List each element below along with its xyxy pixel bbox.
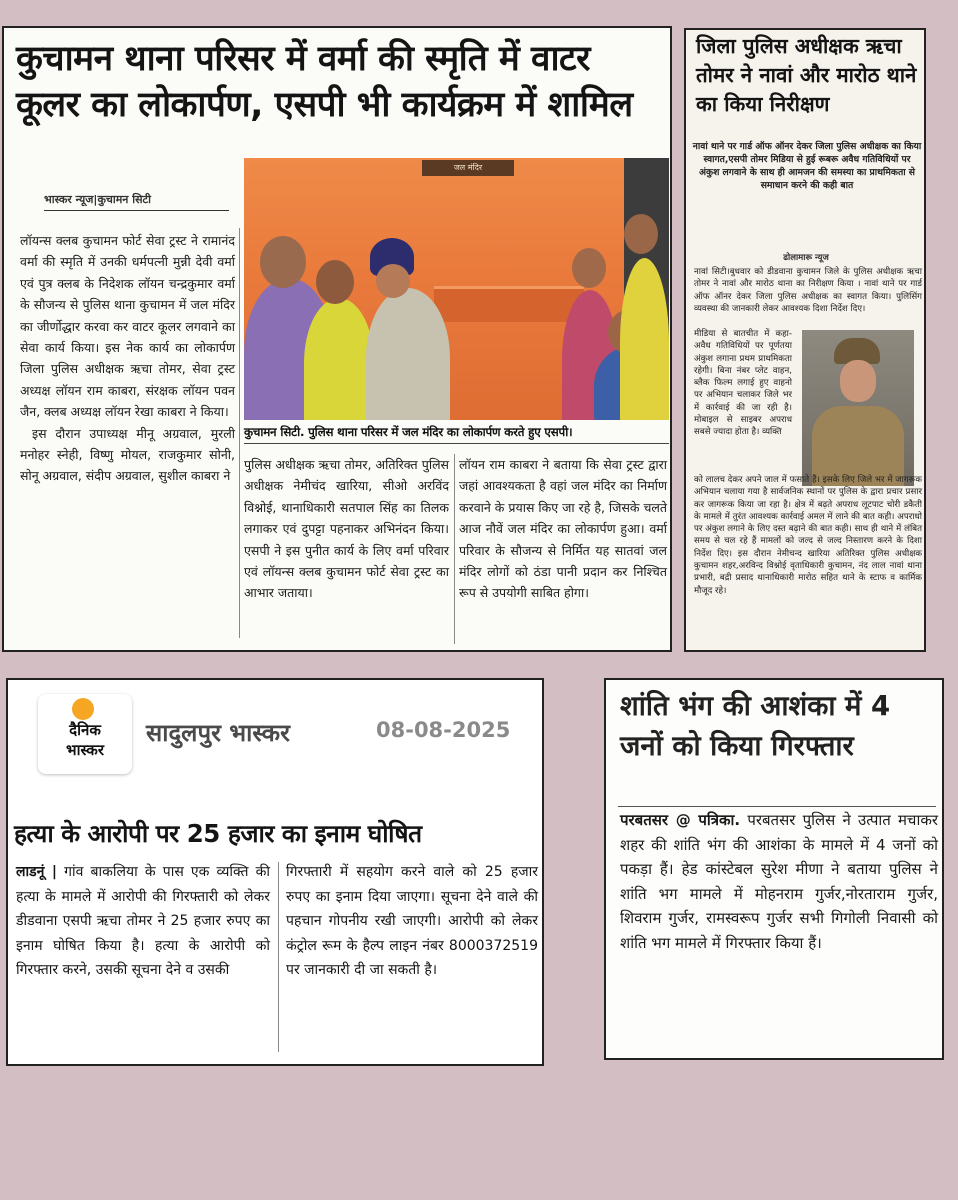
photo-water-cooler — [434, 286, 584, 322]
clip3-date: 08-08-2025 — [376, 718, 511, 742]
photo-person-4-head — [572, 248, 606, 288]
clip2-body-left: मीडिया से बातचीत में कहा- अवैध गतिविधियों पर पूर्णतया अंकुश लगाना प्रथम प्राथमिकता रहेगी। बिना नंबर प्लेट वाहन, ब्लैक फिल्म लगाई हुए वाहनो पर अभियान चलाकर जिले भर में कार्रवाई की जा रही है। मोबाइल से साइबर अपराध सबसे ज्यादा होता है। व्यक्ति — [694, 329, 792, 438]
news-clipping-arrest — [604, 678, 944, 1060]
clip4-headline: शांति भंग की आशंका में 4 जनों को किया गिरफ्तार — [620, 690, 891, 762]
clip1-column-2: पुलिस अधीक्षक ऋचा तोमर, अतिरिक्त पुलिस अधीक्षक नेमीचंद खारिया, सीओ अरविंद विश्नोई, थानाधिकारी सतपाल सिंह का तिलक लगाकर एवं दुपट्टा पहनाकर अभिनंदन किया। एसपी ने इस पुनीत कार्य के लिए वर्मा परिवार एवं लॉयन्स क्लब कुचामन फोर्ट सेवा ट्रस्ट का आभार जताया। — [244, 457, 449, 601]
photo-person-2 — [304, 298, 374, 420]
clip3-column-1-text: गांव बाकलिया के पास एक व्यक्ति की हत्या के मामले में आरोपी की गिरफ्तारी को लेकर डीडवाना एसपी ऋचा तोमर ने 25 हजार रुपए का इनाम घोषित किया है। हत्या के आरोपी को गिरफ्तार करने, उसकी सूचना देने व उसकी — [16, 864, 270, 978]
clip1-column-1 — [20, 230, 235, 487]
clip2-deck: नावां थाने पर गार्ड ऑफ ऑनर देकर जिला पुलिस अधीक्षक का किया स्वागत,एसपी तोमर मिडिया से हुई रूबरू अवैध गतिविधियों पर अंकुश लगवाने के साथ ही आमजन की समस्या का प्राथमिकता से समाधान करने की कही बात — [692, 141, 922, 191]
clip4-dateline: परबतसर @ पत्रिका. — [620, 811, 741, 829]
clip3-headline: हत्या के आरोपी पर 25 हजार का इनाम घोषित — [14, 819, 422, 848]
photo-person-6-head — [624, 214, 658, 254]
clip3-dateline: लाडनूं | — [16, 864, 58, 880]
news-clipping-water-cooler — [2, 26, 672, 652]
clip4-body-text: परबतसर पुलिस ने उत्पात मचाकर शहर की शांति भंग की आशंका के मामले में 4 जनों को पकड़ा हैं। हेड कांस्टेबल सुरेश मीणा ने बताया पुलिस ने शांति भग मामले में मोहनराम गुर्जर,नोरताराम गुर्जर, शिवराम गुर्जर, रामस्वरूप गुर्जर सभी गिगोली निवासी को शांति भग मामले में गिरफ्तार किया हैं। — [620, 811, 938, 952]
logo-sun-icon — [72, 698, 94, 720]
news-clipping-reward — [6, 678, 544, 1066]
photo-person-2-head — [316, 260, 354, 304]
clip2-byline: ढोलामारू न्यूज — [783, 253, 829, 263]
clip2-body-rest: को लालच देकर अपने जाल में फसाते हैं। इसके लिए जिले भर में जागरूक अभियान चलाया गया है सार्वजनिक स्थानों पर पुलिस के द्वारा प्रचार प्रसार कर जागरूक किया जा रहा है। क्षेत्र में बढ़ते अपराध लूटपाट चोरी डकैती के मामले में तुरंत आवश्यक कार्रवाई अमल में लाने की बात कही। अपराधो पर अंकुश लगाने के लिए दस्त बढ़ाने की बात कही। साथ ही थाने में लंबित समय से चल रहे हैं मामलों को जल्द से जल्द निस्तारण करने के दिशा निर्देश दिए। इस दौरान नेमीचन्द खारिया अतिरिक्त पुलिस अधीक्षक कुचामन शहर,अरविन्द विश्नोई वृताधिकारी कुचामन, नंद लाल नावां थाना प्रभारी, बद्री प्रसाद थानाधिकारी मारोठ सहित थाने के स्टाफ व कार्मिक मौजूद रहे। — [694, 475, 922, 596]
clip1-byline: भास्कर न्यूज|कुचामन सिटी — [44, 192, 229, 211]
clip2-body-intro: नावां सिटी।बुधवार को डीडवाना कुचामन जिले के पुलिस अधीक्षक ऋचा तोमर ने नावां और मारोठ थाना का निरीक्षण किया । नावां थाने पर गार्ड ऑफ ऑनर देकर जिला पुलिस अधीक्षक का स्वागत किया। पुलिसिंग व्यवस्था की जानकारी लेकर आवश्यक दिशा निर्देश दिए। — [694, 267, 922, 314]
clip2-headline: जिला पुलिस अधीक्षक ऋचा तोमर ने नावां और मारोठ थाने का किया निरीक्षण — [696, 34, 917, 116]
clip1-column-divider — [239, 228, 240, 638]
clip4-rule — [618, 806, 936, 807]
news-clipping-sp-inspection — [684, 28, 926, 652]
logo-word-1: दैनिक — [69, 721, 101, 739]
clip1-photo-caption: कुचामन सिटी. पुलिस थाना परिसर में जल मंदिर का लोकार्पण करते हुए एसपी। — [244, 424, 669, 444]
clip3-column-divider — [278, 862, 279, 1052]
clip1-column-3: लॉयन राम काबरा ने बताया कि सेवा ट्रस्ट द्वारा जहां आवश्यकता है वहां जल मंदिर का निर्माण करवाने के प्रयास किए जा रहे है, जिसके चलते आज नौवें जल मंदिर का लोकार्पण हुआ। वर्मा परिवार के सौजन्य से निर्मित यह सातवां जल मंदिर लोगों को ठंडा पानी प्रदान कर निश्चित रूप से उपयोगी साबित होगा। — [459, 457, 667, 601]
clip1-paragraph-2: इस दौरान उपाध्यक्ष मीनू अग्रवाल, मुरली मनोहर स्नेही, विष्णु मोयल, राजकुमार सोनी, सोनू अग्रवाल, संदीप अग्रवाल, सुशील काबरा ने — [20, 425, 235, 484]
clip3-column-1 — [16, 860, 270, 983]
photo-person-3-face — [376, 264, 410, 298]
dainik-bhaskar-logo — [38, 694, 132, 774]
clip1-column-divider — [454, 454, 455, 644]
logo-word-2: भास्कर — [66, 741, 104, 759]
clip1-photo — [244, 158, 669, 420]
photo-sign: जल मंदिर — [422, 160, 514, 176]
clip1-paragraph-1: लॉयन्स क्लब कुचामन फोर्ट सेवा ट्रस्ट ने रामानंद वर्मा की स्मृति में उनकी धर्मपत्नी मुन्नी देवी वर्मा एवं पुत्र क्लब के निदेशक लॉयन चन्द्रकुमार वर्मा के सौजन्य से पुलिस थाना कुचामन में जल मंदिर का जीर्णोद्धार करवा कर वाटर कूलर लगवाने का सेवा कार्य किया। इस नेक कार्य का लोकार्पण जिला पुलिस अधीक्षक ऋचा तोमर, सेवा ट्रस्ट अध्यक्ष लॉयन राम काबरा, संरक्षक लॉयन पवन जैन, क्लब अध्यक्ष लॉयन रेखा काबरा ने किया। — [20, 233, 235, 420]
portrait-face — [840, 360, 876, 402]
clip1-headline: कुचामन थाना परिसर में वर्मा की स्मृति में वाटर कूलर का लोकार्पण, एसपी भी कार्यक्रम में शामिल — [16, 39, 633, 125]
photo-person-6 — [620, 258, 669, 420]
photo-person-3 — [366, 288, 450, 420]
clip3-column-2: गिरफ्तारी में सहयोग करने वाले को 25 हजार रुपए का इनाम दिया जाएगा। सूचना देने वाले की पहचान गोपनीय रखी जाएगी। आरोपी को लेकर कंट्रोल रूम के हैल्प लाइन नंबर 8000372519 पर जानकारी दी जा सकती है। — [286, 864, 538, 978]
clip4-body — [620, 808, 938, 956]
clip3-edition: सादुलपुर भास्कर — [146, 719, 290, 747]
clip2-officer-portrait — [802, 330, 914, 486]
photo-person-1-head — [260, 236, 306, 288]
